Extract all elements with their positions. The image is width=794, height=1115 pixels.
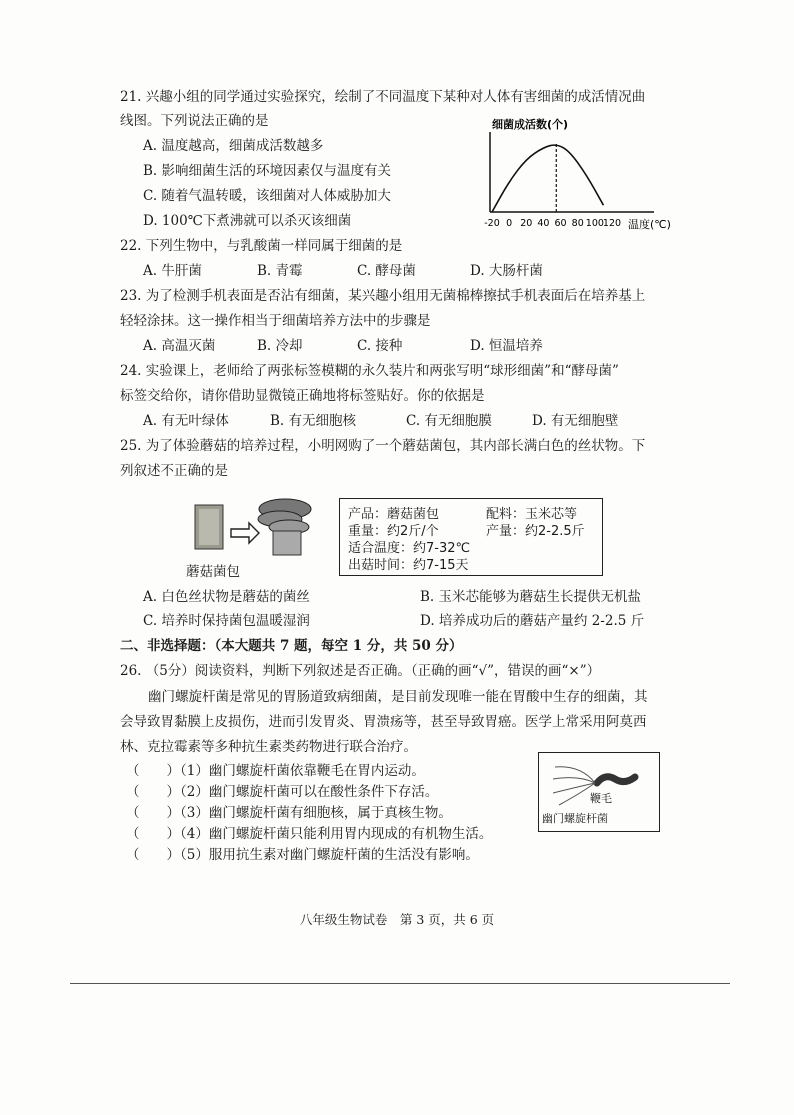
q23-option-c: C. 接种 — [357, 338, 403, 354]
q23-option-b: B. 冷却 — [257, 338, 303, 354]
q25-option-b: B. 玉米芯能够为蘑菇生长提供无机盐 — [420, 589, 642, 605]
chart-ylabel: 细菌成活数(个) — [492, 118, 569, 131]
q26-para-3: 林、克拉霉素等多种抗生素类药物进行联合治疗。 — [120, 739, 417, 755]
chart-xlabel: 温度(℃) — [628, 218, 671, 231]
x-tick-label: -20 — [484, 218, 500, 229]
q26-item-4: （ ）（4）幽门螺旋杆菌只能利用胃内现成的有机物生活。 — [126, 826, 493, 842]
info-yield: 产量：约2-2.5斤 — [486, 524, 585, 539]
q22-option-b: B. 青霉 — [257, 263, 303, 279]
x-tick-label: 60 — [554, 218, 567, 229]
q26-item-1: （ ）（1）幽门螺旋杆菌依靠鞭毛在胃内运动。 — [126, 763, 425, 779]
q26-item-5: （ ）（5）服用抗生素对幽门螺旋杆菌的生活没有影响。 — [126, 847, 479, 863]
mushroom-pack-illustration — [185, 495, 325, 557]
x-tick-label: 20 — [520, 218, 533, 229]
q23-option-d: D. 恒温培养 — [470, 338, 543, 354]
flagellum-label: 鞭毛 — [590, 792, 612, 805]
q23-option-a: A. 高温灭菌 — [143, 338, 216, 354]
q24-stem-1: 24. 实验课上，老师给了两张标签模糊的永久装片和两张写明“球形细菌”和“酵母菌” — [120, 363, 619, 379]
q24-stem-2: 标签交给你，请你借助显微镜正确地将标签贴好。你的依据是 — [120, 388, 485, 404]
q21-option-d: D. 100℃下煮沸就可以杀灭该细菌 — [143, 213, 352, 229]
info-product: 产品：蘑菇菌包 — [348, 507, 440, 522]
q21-option-a: A. 温度越高，细菌成活数越多 — [143, 138, 324, 154]
q21-stem-2: 线图。下列说法正确的是 — [120, 113, 269, 129]
q24-option-b: B. 有无细胞核 — [270, 413, 357, 429]
q25-option-a: A. 白色丝状物是蘑菇的菌丝 — [143, 589, 310, 605]
arrow-icon — [231, 523, 259, 543]
section-2-heading: 二、非选择题：（本大题共 7 题，每空 1 分，共 50 分） — [120, 638, 463, 654]
x-tick-label: 120 — [602, 218, 622, 229]
q22-option-c: C. 酵母菌 — [357, 263, 416, 279]
flagella-shape — [553, 767, 595, 805]
q25-stem-2: 列叙述不正确的是 — [120, 463, 228, 479]
q21-stem-1: 21. 兴趣小组的同学通过实验探究，绘制了不同温度下某种对人体有害细菌的成活情况曲 — [120, 89, 646, 105]
mushroom-pack-caption: 蘑菇菌包 — [186, 564, 240, 580]
q26-stem: 26. （5分）阅读资料，判断下列叙述是否正确。（正确的画“√”，错误的画“×”） — [120, 663, 601, 679]
q25-stem-1: 25. 为了体验蘑菇的培养过程，小明网购了一个蘑菇菌包，其内部长满白色的丝状物。下 — [120, 438, 646, 454]
info-ingredients: 配料：玉米芯等 — [486, 507, 578, 522]
q21-option-b: B. 影响细菌生活的环境因素仅与温度有关 — [143, 163, 392, 179]
q23-stem-1: 23. 为了检测手机表面是否沾有细菌，某兴趣小组用无菌棉棒擦拭手机表面后在培养基上 — [120, 288, 646, 304]
bottom-rule — [70, 983, 730, 984]
x-tick-label: 80 — [571, 218, 584, 229]
q22-stem: 22. 下列生物中，与乳酸菌一样同属于细菌的是 — [120, 238, 403, 254]
q24-option-c: C. 有无细胞膜 — [406, 413, 492, 429]
q26-para-2: 会导致胃黏膜上皮损伤，进而引发胃炎、胃溃疡等，甚至导致胃癌。医学上常采用阿莫西 — [120, 714, 647, 730]
page-footer: 八年级生物试卷 第 3 页，共 6 页 — [299, 912, 495, 927]
q22-option-d: D. 大肠杆菌 — [470, 263, 543, 279]
q26-item-3: （ ）（3）幽门螺旋杆菌有细胞核，属于真核生物。 — [126, 805, 452, 821]
q26-para-1: 幽门螺旋杆菌是常见的胃肠道致病细菌，是目前发现唯一能在胃酸中生存的细菌，其 — [148, 689, 648, 705]
bacteria-survival-chart — [462, 114, 672, 234]
bacterium-body-shape — [597, 777, 635, 783]
q21-option-c: C. 随着气温转暖，该细菌对人体威胁加大 — [143, 188, 391, 204]
q22-option-a: A. 牛肝菌 — [143, 263, 202, 279]
q23-stem-2: 轻轻涂抹。这一操作相当于细菌培养方法中的步骤是 — [120, 313, 431, 329]
q26-item-2: （ ）（2）幽门螺旋杆菌可以在酸性条件下存活。 — [126, 784, 439, 800]
q25-option-d: D. 培养成功后的蘑菇产量约 2-2.5 斤 — [420, 613, 645, 629]
info-fruiting-time: 出菇时间：约7-15天 — [348, 558, 469, 573]
product-info-box — [339, 498, 603, 576]
info-temperature: 适合温度：约7-32℃ — [348, 541, 471, 556]
h-pylori-caption: 幽门螺旋杆菌 — [542, 812, 608, 825]
x-tick-label: 100 — [585, 218, 604, 229]
info-weight: 重量：约2斤/个 — [348, 524, 439, 539]
x-tick-label: 40 — [537, 218, 550, 229]
x-tick-label: 0 — [506, 218, 513, 229]
survival-curve — [492, 145, 603, 212]
x-tick-labels — [484, 218, 621, 229]
q25-option-c: C. 培养时保持菌包温暖湿润 — [143, 613, 310, 629]
q24-option-a: A. 有无叶绿体 — [143, 413, 229, 429]
q24-option-d: D. 有无细胞壁 — [532, 413, 619, 429]
